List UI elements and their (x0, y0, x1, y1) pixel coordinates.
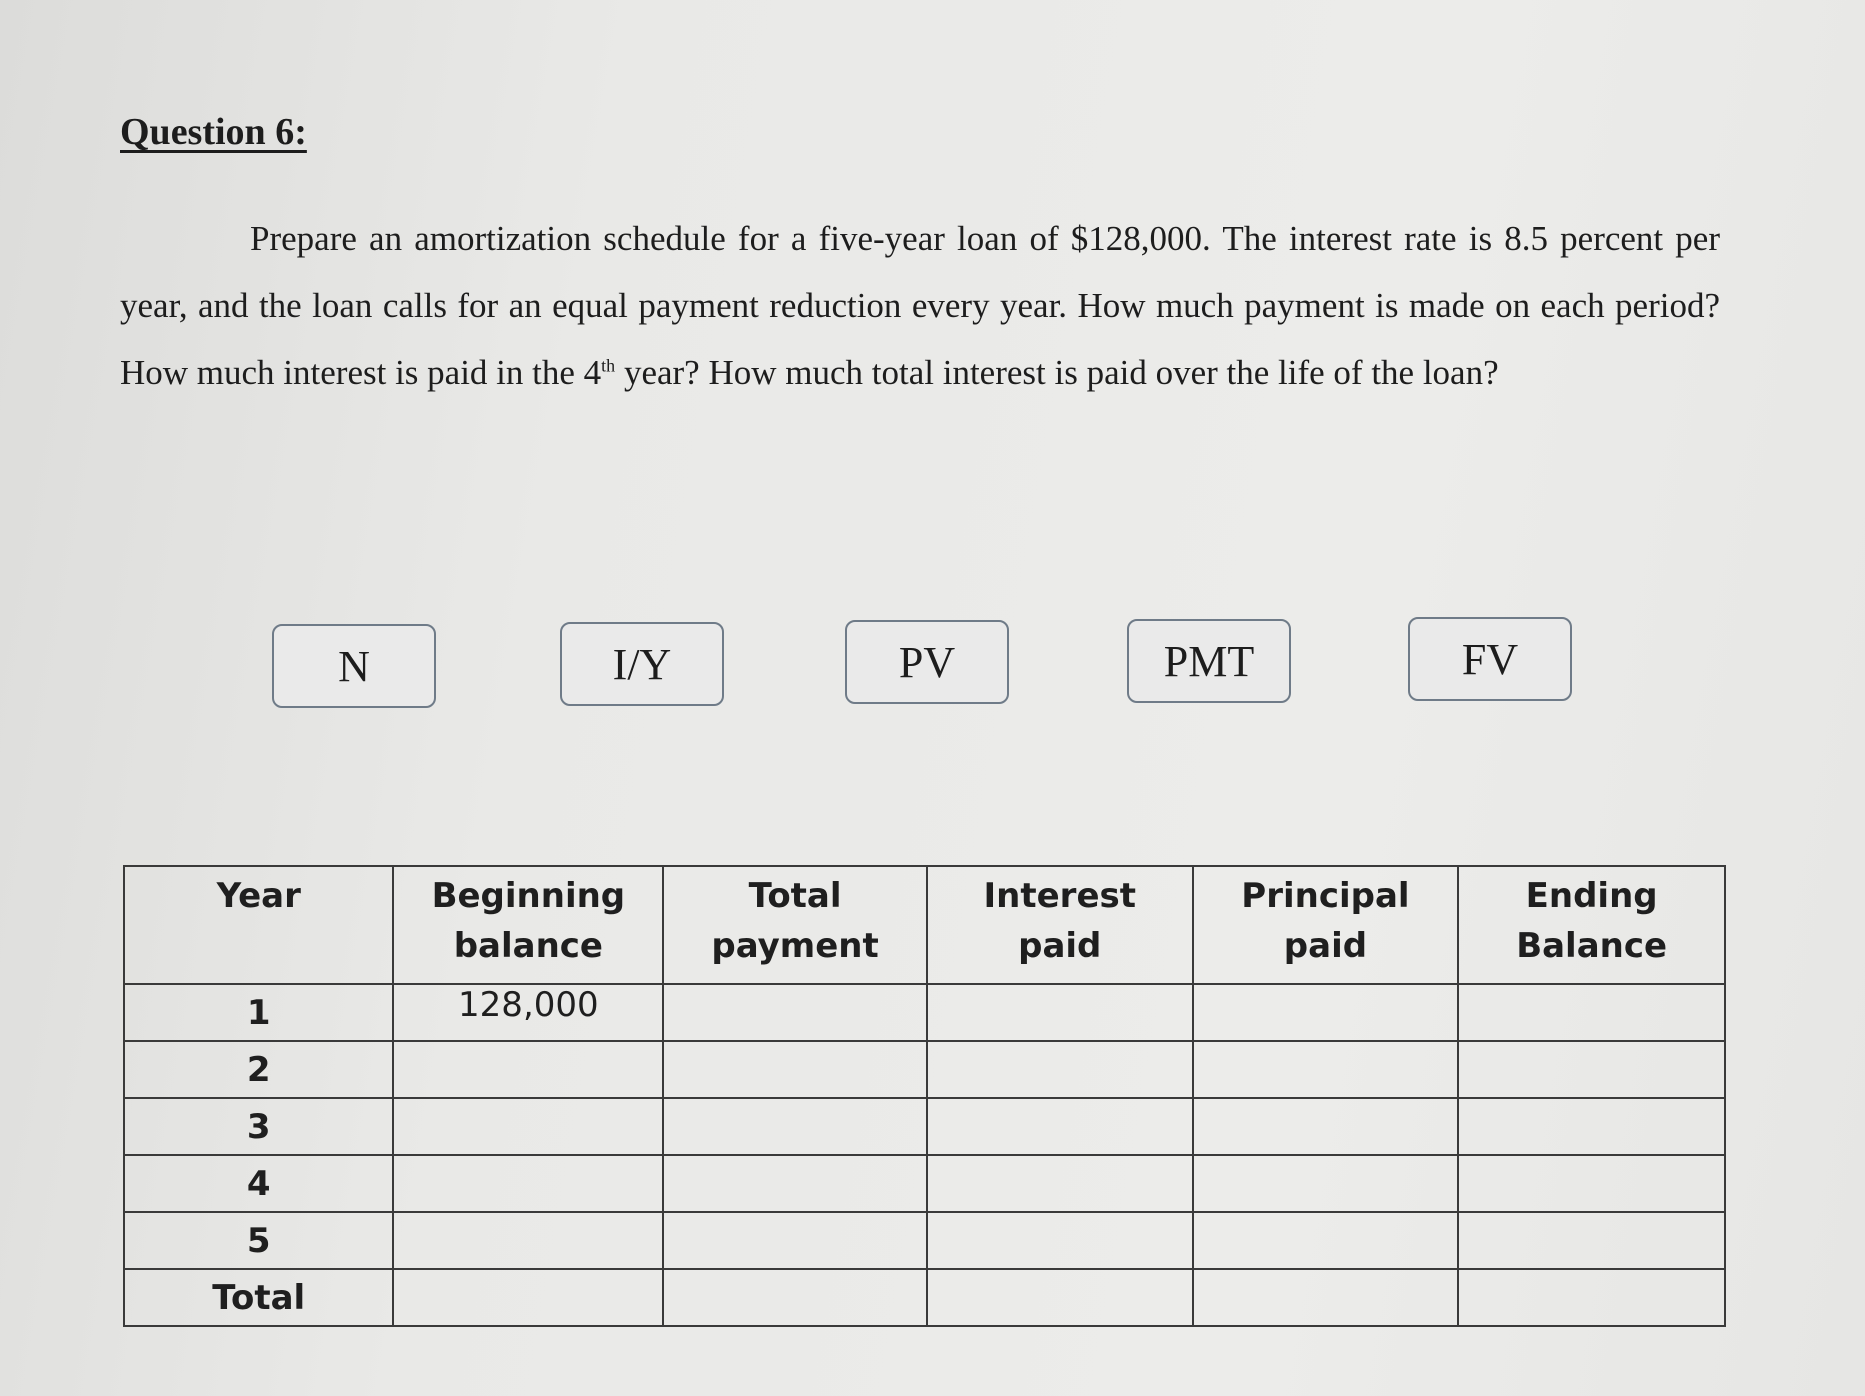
header-year-label: Year (216, 876, 301, 916)
cell-principal-paid (1193, 1155, 1459, 1212)
header-year (124, 866, 393, 984)
question-text-part2: year? How much total interest is paid over the life of the loan? (615, 353, 1499, 392)
cell-total-payment (663, 984, 927, 1041)
table-row (124, 1041, 1725, 1098)
header-ending-balance-line2: Balance (1516, 926, 1668, 966)
header-total-payment-line2: payment (711, 926, 879, 966)
calc-key-iy: I/Y (560, 622, 724, 706)
table-row (124, 984, 1725, 1041)
cell-ending-balance (1458, 1269, 1725, 1326)
table-row (124, 1212, 1725, 1269)
cell-year: 4 (124, 1155, 393, 1212)
cell-beginning-balance (393, 1041, 663, 1098)
table-row (124, 1098, 1725, 1155)
header-ending-balance-line1: Ending (1525, 876, 1658, 916)
cell-principal-paid (1193, 1212, 1459, 1269)
calc-key-fv: FV (1408, 617, 1572, 701)
calc-key-n: N (272, 624, 436, 708)
cell-total-payment (663, 1212, 927, 1269)
cell-interest-paid (927, 1041, 1193, 1098)
cell-principal-paid (1193, 1269, 1459, 1326)
cell-principal-paid (1193, 984, 1459, 1041)
header-beginning-balance-line1: Beginning (431, 876, 626, 916)
cell-total-payment (663, 1041, 927, 1098)
cell-year-total: Total (124, 1269, 393, 1326)
question-title: Question 6: (120, 111, 307, 153)
cell-year: 1 (124, 984, 393, 1041)
cell-interest-paid (927, 1212, 1193, 1269)
question-text-superscript: th (601, 355, 616, 376)
cell-interest-paid (927, 1155, 1193, 1212)
table-header-row (124, 866, 1725, 984)
question-text-part1: Prepare an amortization schedule for a five-year loan of $128,000. The interest rate is 8.5 percent per year, and the loan calls for an equal payment reduction every year. How much payment is made on each period? How much interest is paid in the 4 (120, 219, 1720, 392)
cell-interest-paid (927, 984, 1193, 1041)
header-interest-paid (927, 866, 1193, 984)
cell-total-payment (663, 1155, 927, 1212)
header-interest-paid-line2: paid (1018, 926, 1102, 966)
cell-principal-paid (1193, 1098, 1459, 1155)
question-text (120, 205, 1720, 406)
cell-year: 3 (124, 1098, 393, 1155)
calc-key-pv: PV (845, 620, 1009, 704)
header-beginning-balance-line2: balance (453, 926, 603, 966)
cell-year: 5 (124, 1212, 393, 1269)
cell-beginning-balance: 128,000 (393, 984, 663, 1041)
cell-ending-balance (1458, 984, 1725, 1041)
header-ending-balance (1458, 866, 1725, 984)
cell-interest-paid (927, 1098, 1193, 1155)
header-interest-paid-line1: Interest (983, 876, 1137, 916)
cell-total-payment (663, 1269, 927, 1326)
cell-principal-paid (1193, 1041, 1459, 1098)
calc-key-pmt: PMT (1127, 619, 1291, 703)
cell-interest-paid (927, 1269, 1193, 1326)
cell-total-payment (663, 1098, 927, 1155)
header-principal-paid-line1: Principal (1241, 876, 1410, 916)
cell-beginning-balance (393, 1155, 663, 1212)
cell-ending-balance (1458, 1212, 1725, 1269)
cell-beginning-balance (393, 1269, 663, 1326)
cell-ending-balance (1458, 1155, 1725, 1212)
table-total-row (124, 1269, 1725, 1326)
header-total-payment (663, 866, 927, 984)
header-principal-paid-line2: paid (1283, 926, 1368, 966)
cell-year: 2 (124, 1041, 393, 1098)
header-beginning-balance (393, 866, 663, 984)
table-row (124, 1155, 1725, 1212)
cell-ending-balance (1458, 1098, 1725, 1155)
amortization-table (123, 865, 1726, 1327)
cell-ending-balance (1458, 1041, 1725, 1098)
header-principal-paid (1193, 866, 1459, 984)
cell-beginning-balance (393, 1098, 663, 1155)
cell-beginning-balance (393, 1212, 663, 1269)
header-total-payment-line1: Total (748, 876, 842, 916)
